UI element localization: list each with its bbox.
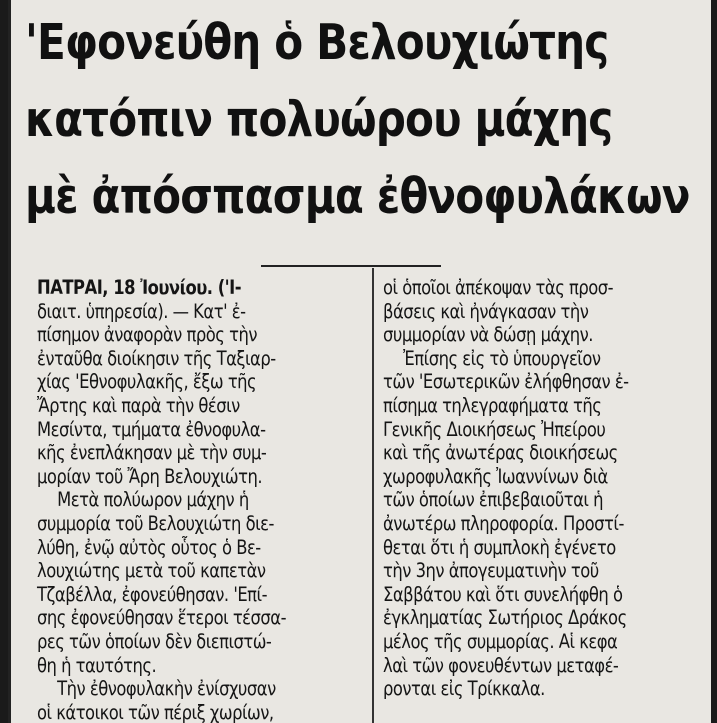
article-line: Μεσίντα, τμήματα ἐθνοφυλα- (37, 417, 266, 441)
article-line: ἐγκληματίας Σωτήριος Δράκος (383, 606, 627, 630)
article-line: οἱ ὁποῖοι ἀπέκοψαν τὰς προσ- (383, 276, 614, 299)
headline-line-3: μὲ ἀπόσπασμα ἐθνοφυλάκων (25, 168, 690, 225)
article-line: ΠΑΤΡΑΙ, 18 Ἰουνίου. ('Ι- (37, 276, 242, 299)
article-line: ἐνταῦθα διοίκησιν τῆς Ταξιαρ- (37, 346, 276, 370)
article-line: ἀνωτέρω πληροφορία. Προστί- (383, 511, 624, 535)
headline-line-1: 'Εφονεύθη ὁ Βελουχιώτης (25, 14, 609, 71)
article-line: λουχιώτης μετὰ τοῦ καπετὰν (37, 559, 266, 583)
article-line: συμμορία τοῦ Βελουχιώτη διε- (37, 511, 274, 535)
article-right-column (383, 276, 629, 701)
article-line: χωροφυλακῆς Ἰωαννίνων διὰ (383, 464, 608, 488)
article-line: καὶ τῆς ἀνωτέρας διοικήσεως (383, 441, 618, 465)
article-line: θη ἡ ταυτότης. (37, 653, 157, 677)
article-line: θεται ὅτι ἡ συμπλοκὴ ἐγένετο (383, 535, 616, 559)
article-line: πίσημον ἀναφορὰν πρὸς τὴν (37, 323, 257, 347)
article-line: Τζαβέλλα, ἐφονεύθησαν. 'Επί- (37, 582, 267, 606)
article-line: τὴν 3ην ἀπογευματινὴν τοῦ (383, 559, 599, 583)
article-left-column (37, 276, 286, 723)
column-divider (372, 268, 374, 723)
article-line: τῶν 'Εσωτερικῶν ἐλήφθησαν ἐ- (383, 370, 629, 394)
article-line: συμμορίαν νὰ δώσῃ μάχην. (383, 323, 594, 347)
article-line: σης ἐφονεύθησαν ἕτεροι τέσσα- (37, 606, 286, 630)
article-line: Τὴν ἐθνοφυλακὴν ἐνίσχυσαν (57, 677, 276, 701)
article-line: ρονται εἰς Τρίκκαλα. (383, 677, 545, 701)
article-line: τῶν ὁποίων ἐπιβεβαιοῦται ἡ (383, 488, 604, 512)
article-line: μορίαν τοῦ Ἄρη Βελουχιώτη. (37, 464, 263, 488)
article-line: χίας 'Εθνοφυλακῆς, ἔξω τῆς (37, 370, 257, 394)
article-line: Γενικῆς Διοικήσεως Ἠπείρου (383, 417, 606, 441)
article-line: οἱ κάτοικοι τῶν πέριξ χωρίων, (37, 700, 274, 723)
article-line: κῆς ἐνεπλάκησαν μὲ τὴν συμ- (37, 441, 267, 465)
article-line: Ἄρτης καὶ παρὰ τὴν θέσιν (37, 393, 240, 417)
headline (25, 4, 690, 235)
article-line: μέλος τῆς συμμορίας. Αἱ κεφα (383, 629, 618, 653)
article-line: Μετὰ πολύωρον μάχην ἡ (57, 488, 249, 512)
article-line: λαὶ τῶν φονευθέντων μεταφέ- (383, 653, 619, 677)
article-line: Σαββάτου καὶ ὅτι συνελήφθη ὁ (383, 582, 623, 606)
article-line: λύθη, ἐνῷ αὐτὸς οὗτος ὁ Βε- (37, 535, 261, 559)
newspaper-clipping (8, 0, 711, 723)
article-line: ρες τῶν ὁποίων δὲν διεπιστώ- (37, 629, 272, 653)
article-line: πίσημα τηλεγραφήματα τῆς (383, 393, 602, 417)
article-line: βάσεις καὶ ἠνάγκασαν τὴν (383, 299, 589, 323)
article-line: Ἐπίσης εἰς τὸ ὑπουργεῖον (403, 346, 601, 370)
headline-rule (261, 265, 441, 267)
headline-line-2: κατόπιν πολυώρου μάχης (25, 91, 613, 148)
article-line: διαιτ. ὑπηρεσία). — Κατ' ἐ- (37, 299, 246, 323)
